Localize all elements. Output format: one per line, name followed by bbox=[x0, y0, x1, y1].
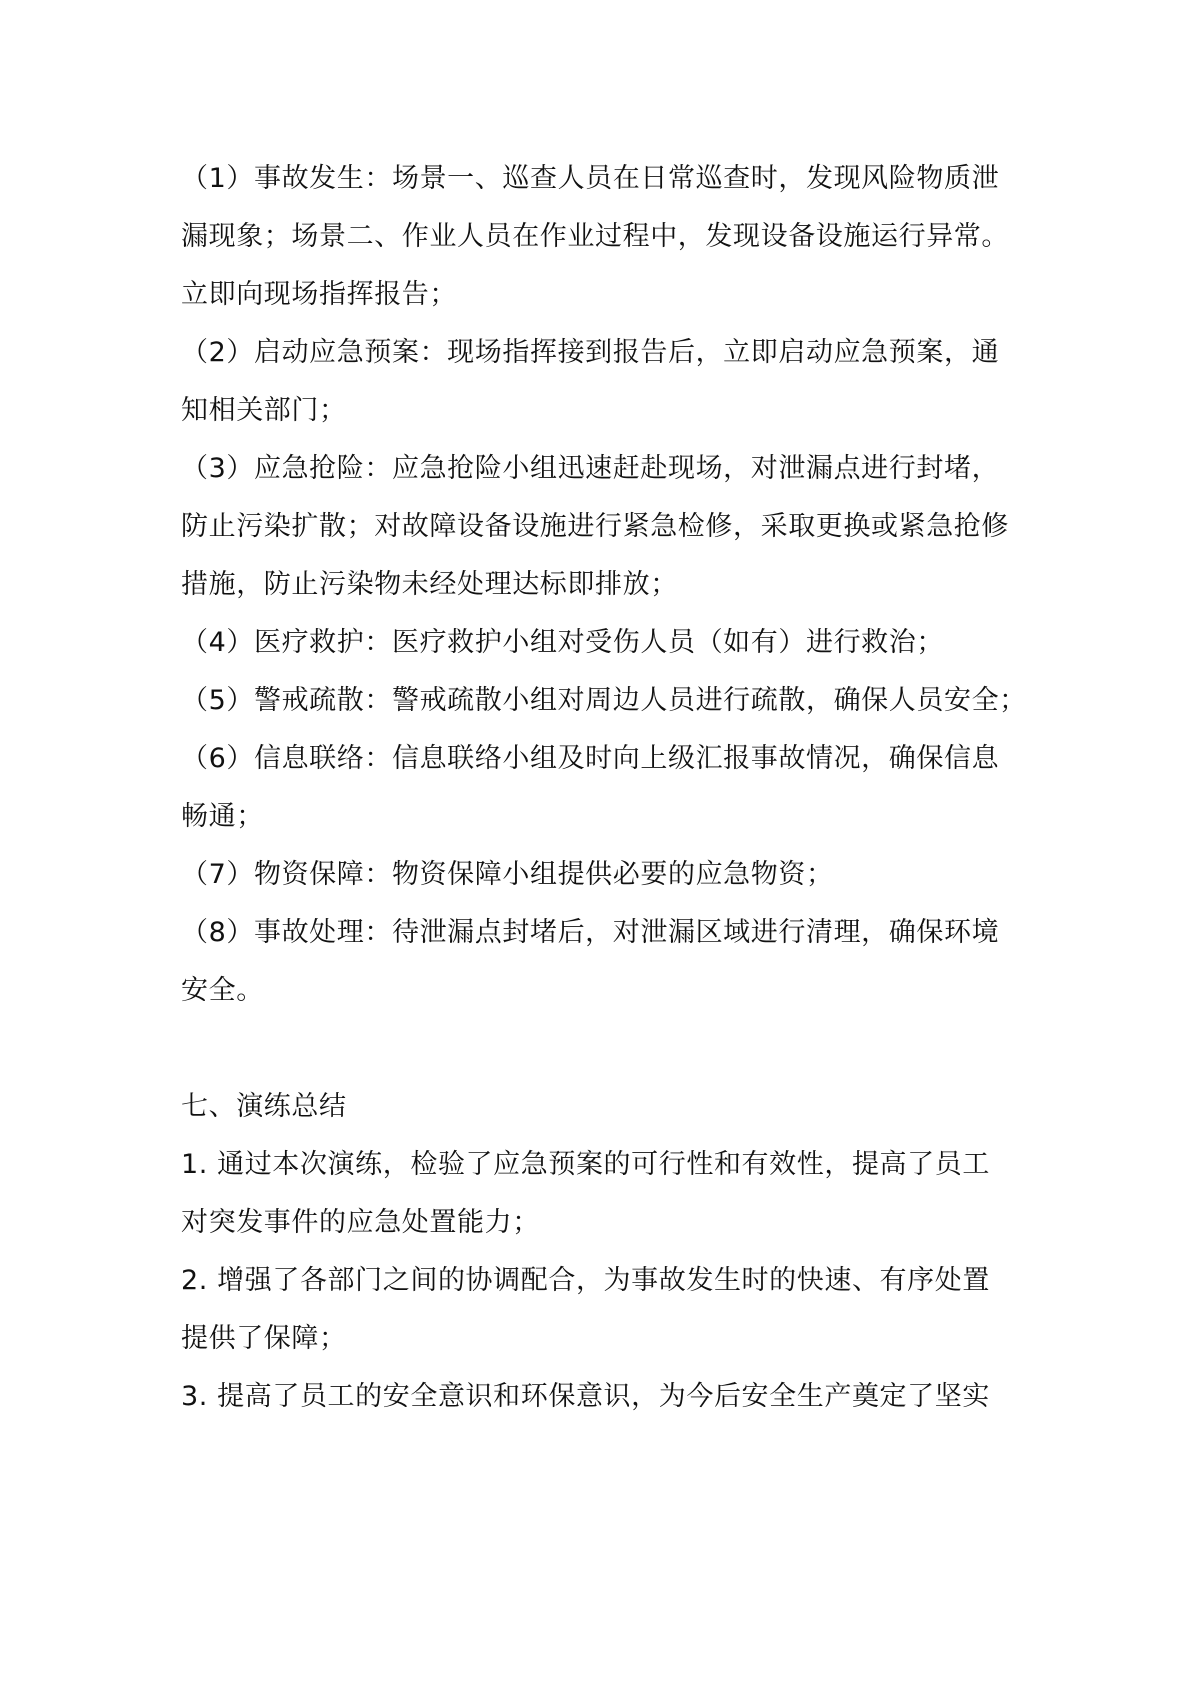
procedure-line: （6）信息联络：信息联络小组及时向上级汇报事故情况，确保信息 bbox=[181, 743, 1000, 774]
procedure-line: 立即向现场指挥报告； bbox=[181, 279, 457, 310]
procedure-line: 措施，防止污染物未经处理达标即排放； bbox=[181, 569, 678, 600]
document-body bbox=[181, 150, 1027, 1426]
procedure-line: （2）启动应急预案：现场指挥接到报告后，立即启动应急预案，通 bbox=[181, 337, 1000, 368]
procedure-line: （7）物资保障：物资保障小组提供必要的应急物资； bbox=[181, 859, 834, 890]
summary-line: 1. 通过本次演练，检验了应急预案的可行性和有效性，提高了员工 bbox=[181, 1149, 990, 1180]
paragraph-gap bbox=[181, 1020, 1016, 1078]
procedure-line: （8）事故处理：待泄漏点封堵后，对泄漏区域进行清理，确保环境 bbox=[181, 917, 1000, 948]
summary-line: 提供了保障； bbox=[181, 1323, 347, 1354]
procedure-line: 漏现象；场景二、作业人员在作业过程中，发现设备设施运行异常。 bbox=[181, 221, 1009, 252]
procedure-line: 知相关部门； bbox=[181, 395, 347, 426]
procedure-line: 安全。 bbox=[181, 975, 264, 1006]
summary-line: 3. 提高了员工的安全意识和环保意识，为今后安全生产奠定了坚实 bbox=[181, 1381, 990, 1412]
procedure-line: 畅通； bbox=[181, 801, 264, 832]
procedure-line: 防止污染扩散；对故障设备设施进行紧急检修，采取更换或紧急抢修 bbox=[181, 511, 1009, 542]
section-heading: 七、演练总结 bbox=[181, 1091, 347, 1122]
summary-line: 对突发事件的应急处置能力； bbox=[181, 1207, 540, 1238]
procedure-line: （5）警戒疏散：警戒疏散小组对周边人员进行疏散，确保人员安全； bbox=[181, 685, 1027, 716]
summary-line: 2. 增强了各部门之间的协调配合，为事故发生时的快速、有序处置 bbox=[181, 1265, 990, 1296]
procedure-line: （1）事故发生：场景一、巡查人员在日常巡查时，发现风险物质泄 bbox=[181, 163, 1000, 194]
procedure-line: （4）医疗救护：医疗救护小组对受伤人员（如有）进行救治； bbox=[181, 627, 944, 658]
procedure-line: （3）应急抢险：应急抢险小组迅速赶赴现场，对泄漏点进行封堵， bbox=[181, 453, 1000, 484]
